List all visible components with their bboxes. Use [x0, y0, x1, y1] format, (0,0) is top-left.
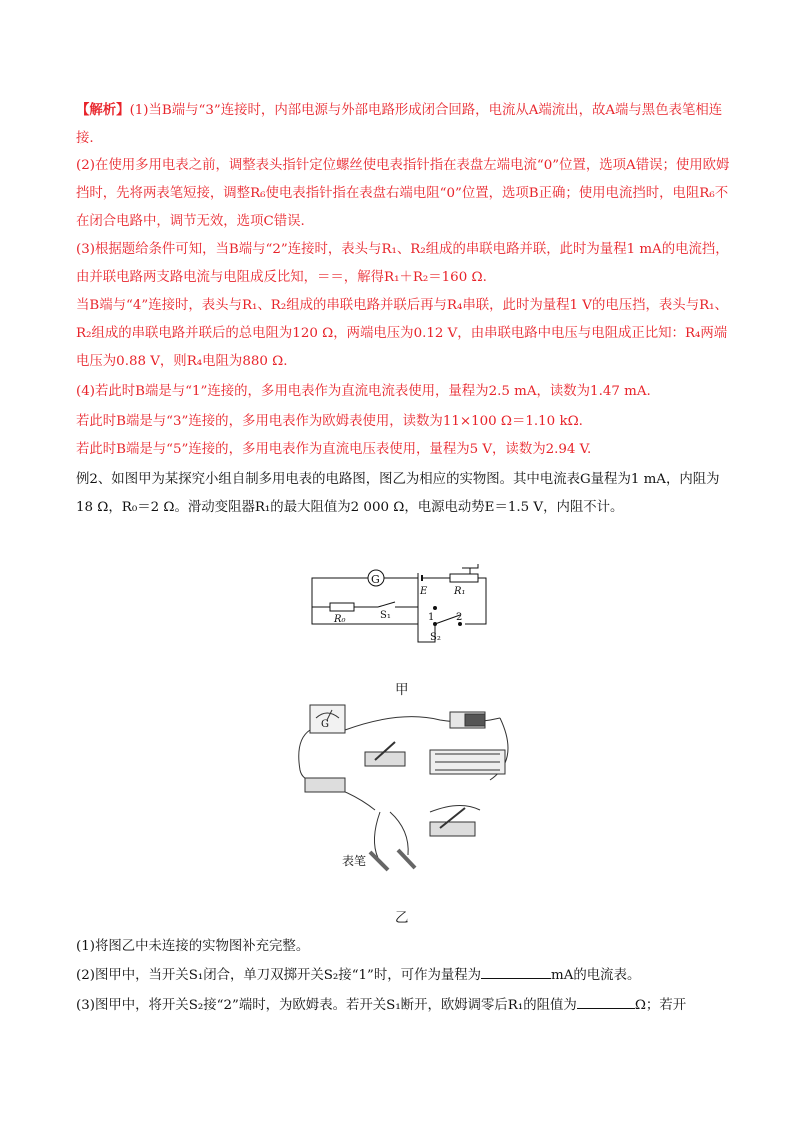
question-3	[76, 992, 731, 1020]
analysis-paragraph-5: (4)若此时B端是与“1”连接的，多用电表作为直流电流表使用，量程为2.5 mA，读数为1.47 mA.	[76, 384, 651, 399]
analysis-paragraph-4: 当B端与“4”连接时，表头与R₁、R₂组成的串联电路并联后再与R₄串联，此时为量程1 V的电压挡，表头与R₁、R₂组成的串联电路并联后的总电阻为120 Ω，两端电压为0.12 V，由串联电路中电压与电阻成正比知：R₄两端电压为0.88 V，则R₄电阻为880 Ω.	[76, 298, 728, 369]
apparatus-illustration	[290, 700, 520, 875]
circuit-label-pos1: 1	[428, 612, 435, 623]
rheostat-symbol	[450, 574, 478, 582]
resistor-device	[305, 778, 345, 792]
circuit-label-e: E	[420, 586, 428, 597]
analysis-text-1: (1)当B端与“3”连接时，内部电源与外部电路形成闭合回路，电流从A端流出，故A端与黑色表笔相连接.	[76, 103, 723, 146]
knife-switch-2	[430, 822, 475, 836]
circuit-label-g: G	[371, 573, 380, 586]
probe-1	[370, 852, 388, 870]
circuit-label-r1: R₁	[454, 586, 466, 597]
example-intro: 例2、如图甲为某探究小组自制多用电表的电路图，图乙为相应的实物图。其中电流表G量程为1 mA，内阻为18 Ω，R₀＝2 Ω。滑动变阻器R₁的最大阻值为2 000 Ω，电源电动势E＝1.5 V，内阻不计。	[76, 472, 720, 515]
circuit-label-s2: S₂	[430, 632, 441, 643]
probe-2	[398, 850, 415, 868]
circuit-label-pos2: 2	[456, 612, 463, 623]
analysis-paragraph-2: (2)在使用多用电表之前，调整表头指针定位螺丝使电表指针指在表盘左端电流“0”位置，选项A错误；使用欧姆挡时，先将两表笔短接，调整R₆使电表指针指在表盘右端电阻“0”位置，选项B正确；使用电流挡时，电阻R₆不在闭合电路中，调节无效，选项C错误.	[76, 158, 730, 229]
question-2	[76, 962, 731, 990]
circuit-diagram	[300, 560, 500, 655]
figure-caption-yi: 乙	[395, 910, 409, 926]
knife-switch-1	[365, 752, 405, 766]
circuit-label-r0: R₀	[334, 614, 346, 625]
circuit-label-s1: S₁	[380, 610, 391, 621]
question-3-text: (3)图甲中，将开关S₂接“2”端时，为欧姆表。若开关S₁断开，欧姆调零后R₁的阻值为	[76, 998, 577, 1013]
question-3-blank	[577, 994, 635, 1009]
analysis-paragraph-6: 若此时B端是与“3”连接的，多用电表作为欧姆表使用，读数为11×100 Ω＝1.10 kΩ.	[76, 414, 583, 429]
question-1: (1)将图乙中未连接的实物图补充完整。	[76, 939, 310, 954]
probe-label: 表笔	[342, 854, 367, 868]
analysis-paragraph-7: 若此时B端是与“5”连接的，多用电表作为直流电压表使用，量程为5 V，读数为2.94 V.	[76, 442, 592, 457]
question-2-text: (2)图甲中，当开关S₁闭合，单刀双掷开关S₂接“1”时，可作为量程为	[76, 968, 482, 983]
analysis-label: 【解析】	[76, 102, 130, 118]
question-3-unit: Ω；若开	[634, 998, 687, 1013]
figure-caption-jia: 甲	[395, 682, 409, 698]
analysis-paragraph-3: (3)根据题给条件可知，当B端与“2”连接时，表头与R₁、R₂组成的串联电路并联，此时为量程1 mA的电流挡，由并联电路两支路电流与电阻成反比知，＝＝，解得R₁＋R₂＝160 Ω.	[76, 242, 729, 285]
r0-resistor-symbol	[330, 603, 354, 611]
question-2-blank	[481, 964, 551, 979]
question-2-unit: mA的电流表。	[551, 968, 641, 983]
apparatus-label-g: G	[321, 719, 329, 730]
analysis-paragraph-1	[76, 96, 731, 153]
